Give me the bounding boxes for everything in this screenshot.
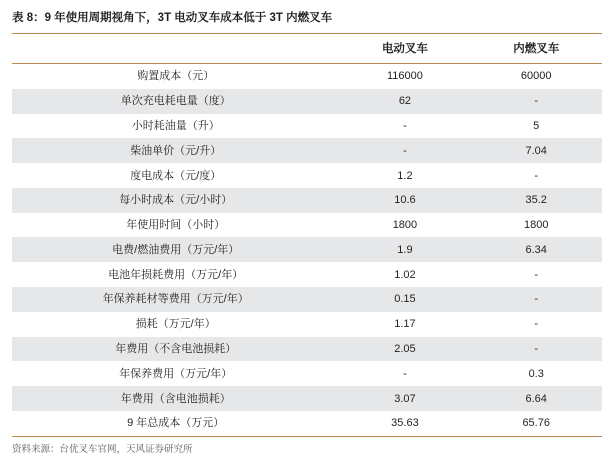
table-row <box>12 411 602 436</box>
header-cell-fuel: 内燃叉车 <box>470 34 602 64</box>
header-row <box>12 34 602 64</box>
cost-comparison-table <box>12 34 602 436</box>
row-value-fuel: 1800 <box>523 219 549 232</box>
table-row <box>12 163 602 188</box>
row-value-electric: - <box>403 367 407 380</box>
row-value-electric: 1.02 <box>394 268 416 281</box>
row-value-fuel: - <box>470 287 602 312</box>
row-value-fuel: - <box>470 337 602 362</box>
row-value-electric: - <box>403 119 407 132</box>
row-value-electric: 1.2 <box>397 169 413 182</box>
row-label: 损耗（万元/年） <box>135 318 216 331</box>
table-row <box>12 237 602 262</box>
row-value-fuel: 7.04 <box>470 138 602 163</box>
row-value-fuel: 0.3 <box>528 367 544 380</box>
row-value-electric: 1800 <box>392 219 418 232</box>
row-value-fuel: 60000 <box>520 70 552 83</box>
table-row <box>12 213 602 238</box>
row-value-fuel: - <box>534 268 539 281</box>
row-label: 小时耗油量（升） <box>131 119 220 132</box>
row-value-fuel: 35.2 <box>470 188 602 213</box>
table-body <box>12 64 602 436</box>
row-value-electric: 0.15 <box>339 287 470 312</box>
row-value-electric: - <box>339 138 470 163</box>
row-label: 年保养耗材等费用（万元/年） <box>12 287 339 312</box>
row-value-fuel: 6.34 <box>470 237 602 262</box>
row-value-fuel: 5 <box>533 119 540 132</box>
row-value-electric: 3.07 <box>339 386 470 411</box>
table-row <box>12 287 602 312</box>
row-value-electric: 1.9 <box>339 237 470 262</box>
row-value-fuel: - <box>470 89 602 114</box>
row-value-electric: 10.6 <box>339 188 470 213</box>
header-cell-electric: 电动叉车 <box>339 34 470 64</box>
row-label: 9 年总成本（万元） <box>127 417 225 430</box>
row-label: 电费/燃油费用（万元/年） <box>12 237 339 262</box>
table-row <box>12 138 602 163</box>
row-value-electric: 62 <box>339 89 470 114</box>
table-header <box>12 34 602 64</box>
row-label: 年保养费用（万元/年） <box>119 367 233 380</box>
row-label: 购置成本（元） <box>137 70 215 83</box>
row-value-electric: 35.63 <box>391 417 419 430</box>
row-value-electric: 116000 <box>386 70 423 83</box>
table-row <box>12 386 602 411</box>
table-row <box>12 188 602 213</box>
row-label: 电池年损耗费用（万元/年） <box>108 268 244 281</box>
row-label: 单次充电耗电量（度） <box>12 89 339 114</box>
row-value-fuel: - <box>534 169 539 182</box>
source-note: 资料来源：台优叉车官网，天风证券研究所 <box>12 443 193 455</box>
row-label: 度电成本（元/度） <box>130 169 222 182</box>
table-row <box>12 114 602 139</box>
row-value-electric: 1.17 <box>394 318 416 331</box>
header-cell-label <box>12 34 339 64</box>
table-row <box>12 337 602 362</box>
row-label: 年费用（不含电池损耗） <box>12 337 339 362</box>
table-row <box>12 64 602 89</box>
table-row <box>12 312 602 337</box>
row-value-electric: 2.05 <box>339 337 470 362</box>
figure-title: 表 8：9 年使用周期视角下，3T 电动叉车成本低于 3T 内燃叉车 <box>12 12 333 24</box>
row-label: 每小时成本（元/小时） <box>12 188 339 213</box>
table-row <box>12 262 602 287</box>
row-label: 年费用（含电池损耗） <box>12 386 339 411</box>
row-label: 柴油单价（元/升） <box>12 138 339 163</box>
table-row <box>12 89 602 114</box>
row-value-fuel: 65.76 <box>522 417 550 430</box>
row-value-fuel: - <box>534 318 539 331</box>
row-value-fuel: 6.64 <box>470 386 602 411</box>
row-label: 年使用时间（小时） <box>126 219 226 232</box>
table-row <box>12 361 602 386</box>
